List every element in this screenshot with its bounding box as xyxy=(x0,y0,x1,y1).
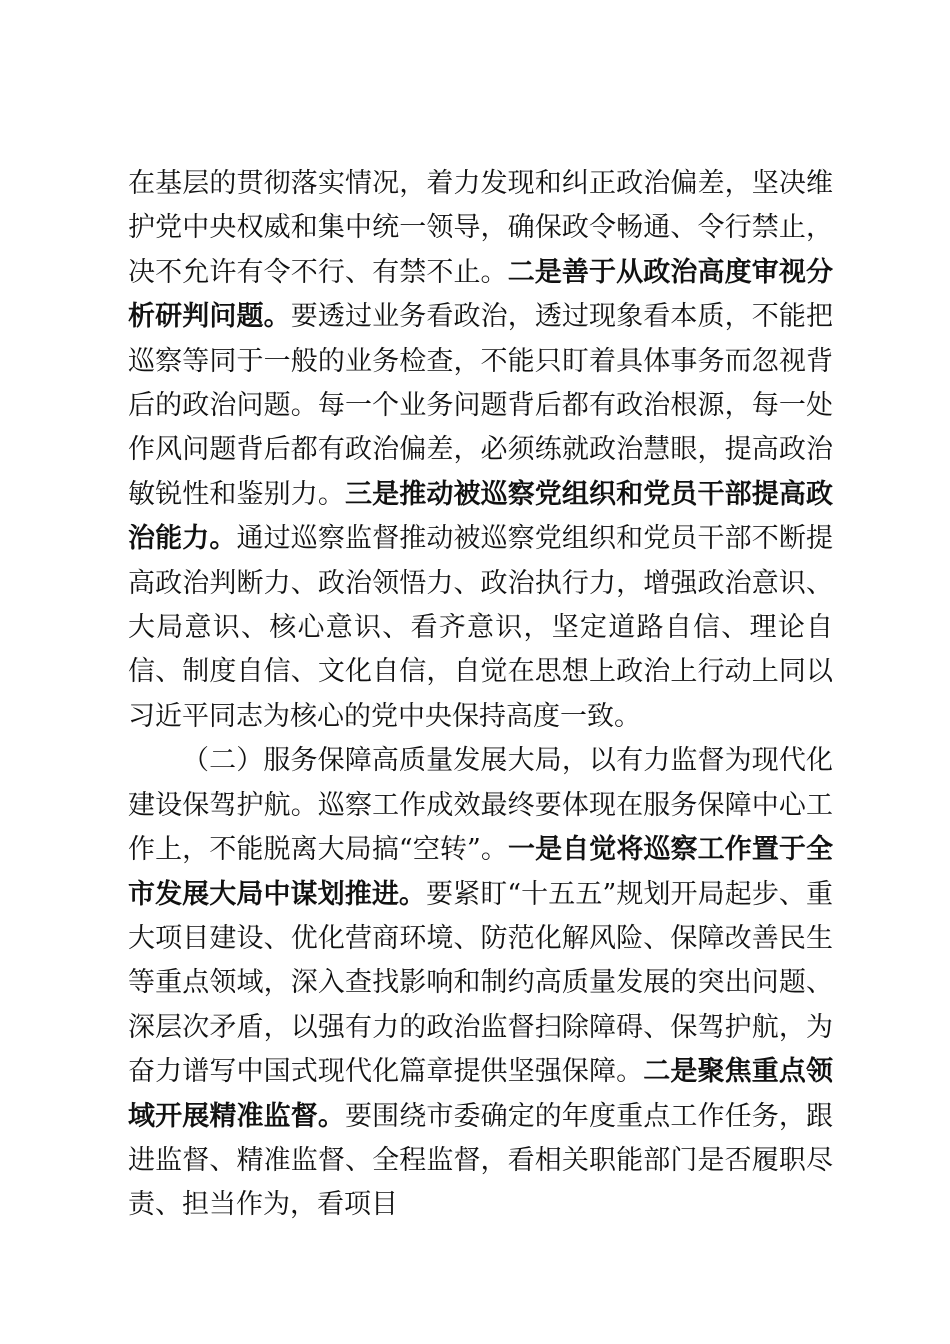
paragraph-2-text-3: 要围绕市委确定的年度重点工作任务，跟进监督、精准监督、全程监督，看相关职能部门是否履职尽责、担当作为，看项目 xyxy=(128,1100,834,1221)
paragraph-1-text-3: 通过巡察监督推动被巡察党组织和党员干部不断提高政治判断力、政治领悟力、政治执行力，增强政治意识、大局意识、核心意识、看齐意识，坚定道路自信、理论自信、制度自信、文化自信，自觉在思想上政治上行动上同以习近平同志为核心的党中央保持高度一致。 xyxy=(128,523,834,732)
paragraph-1-text-1: 在基层的贯彻落实情况，着力发现和纠正政治偏差，坚决维护党中央权威和集中统一领导，确保政令畅通、令行禁止，决不允许有令不行、有禁不止。 xyxy=(128,168,833,288)
paragraph-1-heading-2: 二是善于从政治高度审视分析研判问题。 xyxy=(128,256,834,333)
paragraph-1 xyxy=(128,162,833,739)
paragraph-2-heading-1: 一是自觉将巡察工作置于全市发展大局中谋划推进。 xyxy=(128,834,834,910)
paragraph-1-heading-3: 三是推动被巡察党组织和党员干部提高政治能力。 xyxy=(128,478,834,555)
paragraph-2-text-2: 要紧盯“十五五”规划开局起步、重大项目建设、优化营商环境、防范化解风险、保障改善民生等重点领域，深入查找影响和制约高质量发展的突出问题、深层次矛盾，以强有力的政治监督扫除障碍、保驾护航，为奋力谱写中国式现代化篇章提供坚强保障。 xyxy=(128,878,834,1088)
paragraph-2 xyxy=(128,739,833,1227)
paragraph-2-heading-2: 二是聚焦重点领域开展精准监督。 xyxy=(128,1056,834,1132)
paragraph-2-text-1: （二）服务保障高质量发展大局，以有力监督为现代化建设保驾护航。巡察工作成效最终要体现在服务保障中心工作上，不能脱离大局搞“空转”。 xyxy=(128,745,833,866)
paragraph-1-text-2: 要透过业务看政治，透过现象看本质，不能把巡察等同于一般的业务检查，不能只盯着具体事务而忽视背后的政治问题。每一个业务问题背后都有政治根源，每一处作风问题背后都有政治偏差，必须练就政治慧眼，提高政治敏锐性和鉴别力。 xyxy=(128,301,834,510)
body-text xyxy=(128,162,833,1228)
